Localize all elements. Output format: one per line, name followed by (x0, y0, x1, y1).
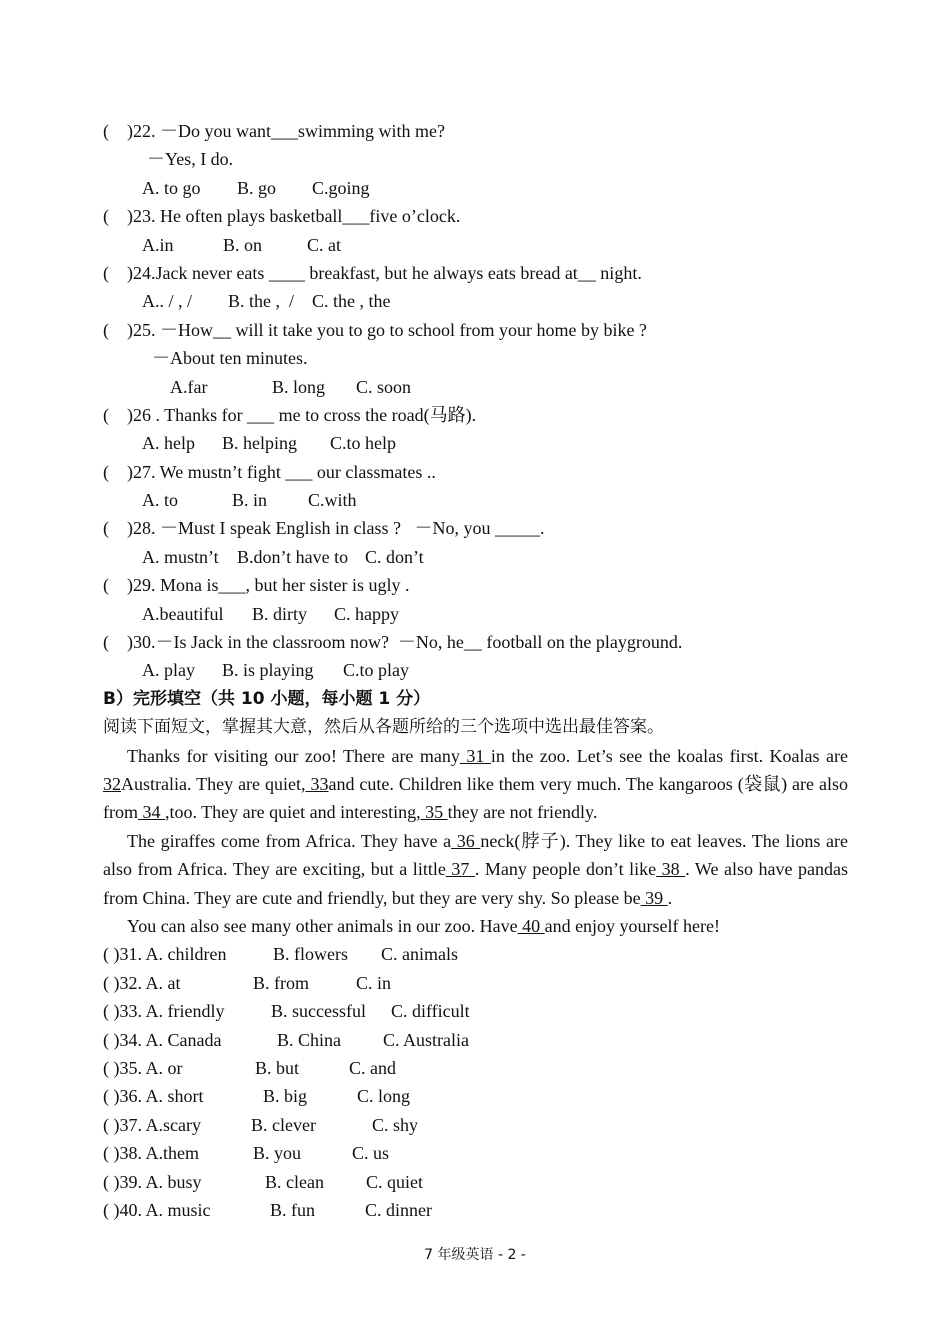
question-26-options (103, 429, 848, 457)
question-28-options (103, 543, 848, 571)
question-30-stem: ( )30.－Is Jack in the classroom now? －No, he__ football on the playground. (103, 632, 683, 653)
option-a: A.. / , / (142, 291, 193, 312)
option-a: A. mustn’t (142, 546, 219, 567)
question-24-options (103, 287, 848, 315)
cloze-row-31: ( )31. A. children B. flowers C. animals (103, 944, 458, 965)
cloze-row-35: ( )35. A. or B. but C. and (103, 1058, 396, 1078)
cloze-row-34: ( )34. A. Canada B. China C. Australia (103, 1029, 469, 1050)
question-25-options (103, 373, 848, 401)
option-a: A. to (142, 490, 178, 511)
section-b-instruction: 阅读下面短文，掌握其大意，然后从各题所给的三个选项中选出最佳答案。 (103, 717, 664, 738)
passage-paragraph-1: Thanks for visiting our zoo! There are many 31 in the zoo. Let’s see the koalas first. Koalas are 32Australia. They are quiet, 33and cute. Children like them very much. The kangaroos (袋鼠) are also from 34 ,too. They are quiet and interesting, 35 they are not friendly. (103, 745, 848, 823)
section-b-title: B）完形填空（共 10 小题，每小题 1 分） (103, 688, 431, 709)
cloze-row-38: ( )38. A.them B. you C. us (103, 1143, 390, 1164)
cloze-row-33: ( )33. A. friendly B. successful C. difficult (103, 1001, 470, 1022)
option-b: B. on (223, 234, 263, 255)
blank-34: 34 (138, 802, 165, 823)
question-25-reply: －About ten minutes. (152, 348, 308, 369)
option-a: A.in (142, 234, 174, 255)
blank-31: 31 (459, 745, 491, 766)
cloze-row-40: ( )40. A. music B. fun C. dinner (103, 1199, 432, 1220)
question-30-options (103, 656, 848, 684)
cloze-row-36: ( )36. A. short B. big C. long (103, 1086, 411, 1107)
option-c: C.to help (330, 433, 396, 454)
question-27-stem: ( )27. We mustn’t fight ___ our classmates .. (103, 461, 436, 482)
option-b: B. in (232, 490, 268, 511)
blank-37: 37 (445, 859, 475, 880)
passage-paragraph-2: The giraffes come from Africa. They have a 36 neck(脖子). They like to eat leaves. The lions are also from Africa. They are exciting, but a little 37 . Many people don’t like 38 . We also have pandas from China. They are cute and friendly, but they are very shy. So please be 39 . (103, 830, 849, 908)
question-22-options (103, 174, 848, 202)
option-b: B. long (272, 376, 326, 397)
option-c: C.to play (343, 660, 409, 681)
option-a: A. to go (142, 177, 201, 198)
blank-33: 33 (305, 774, 329, 794)
option-c: C.going (312, 177, 370, 198)
option-c: C. soon (356, 376, 412, 397)
option-b: B. helping (222, 433, 297, 454)
question-25-stem: ( )25. －How__ will it take you to go to school from your home by bike ? (103, 319, 647, 340)
option-a: A. play (142, 660, 195, 681)
option-a: A. help (142, 433, 195, 454)
option-c: C. don’t (365, 546, 424, 567)
option-b: B. dirty (252, 603, 308, 624)
exam-page (103, 117, 848, 1224)
question-28-stem: ( )28. －Must I speak English in class ? －No, you _____. (103, 518, 545, 539)
cloze-row-32: ( )32. A. at B. from C. in (103, 972, 392, 993)
blank-36: 36 (451, 830, 481, 851)
option-a: A.far (170, 376, 208, 397)
cloze-row-39: ( )39. A. busy B. clean C. quiet (103, 1171, 423, 1192)
blank-38: 38 (656, 859, 686, 880)
option-c: C. at (307, 234, 341, 255)
question-24-stem: ( )24.Jack never eats ____ breakfast, but he always eats bread at__ night. (103, 262, 642, 283)
question-26-stem: ( )26 . Thanks for ___ me to cross the road(马路). (103, 404, 477, 425)
option-b: B. the , / (228, 291, 294, 312)
question-22-stem: ( )22. －Do you want___swimming with me? (103, 121, 445, 141)
blank-39: 39 (640, 887, 668, 908)
option-b: B. go (237, 177, 277, 198)
question-27-options (103, 486, 848, 514)
option-b: B.don’t have to (237, 546, 349, 567)
question-29-options (103, 600, 848, 628)
blank-40: 40 (517, 916, 545, 937)
question-23-stem: ( )23. He often plays basketball___five o’clock. (103, 206, 461, 227)
question-29-stem: ( )29. Mona is___, but her sister is ugly . (103, 575, 410, 596)
option-c: C.with (308, 490, 357, 511)
blank-35: 35 (420, 802, 448, 823)
cloze-row-37: ( )37. A.scary B. clever C. shy (103, 1114, 419, 1135)
page-footer: 7 年级英语 - 2 - (424, 1247, 526, 1263)
option-a: A.beautiful (142, 603, 224, 624)
blank-32: 32 (103, 774, 121, 794)
question-22-reply: －Yes, I do. (147, 149, 234, 170)
option-b: B. is playing (222, 660, 314, 681)
option-c: C. the , the (312, 291, 391, 312)
option-c: C. happy (334, 603, 399, 624)
question-23-options (103, 231, 848, 259)
passage-paragraph-3: You can also see many other animals in our zoo. Have 40 and enjoy yourself here! (127, 916, 721, 937)
